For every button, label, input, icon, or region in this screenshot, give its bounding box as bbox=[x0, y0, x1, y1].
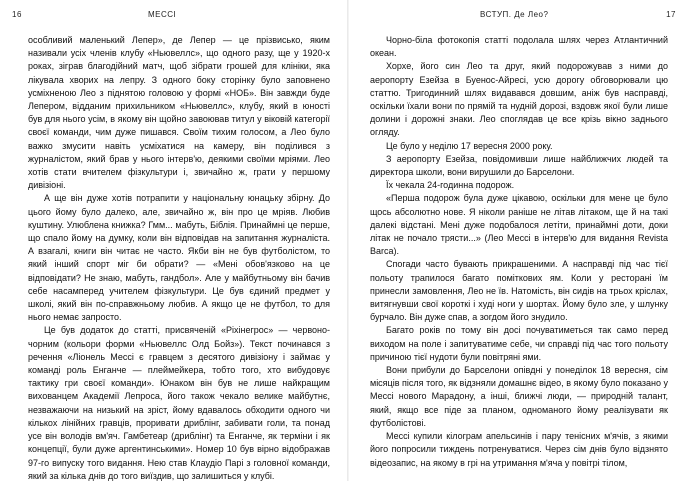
left-page-body bbox=[28, 34, 330, 483]
left-paragraph-3: Це був додаток до статті, присвяченій «Ріхінегрос» — червоно-чорним (кольори форми «Ньювеллс Олд Бойз»). Текст починався з речення «Ліонель Мессі є гравцем з десятого дивізіону і займає у команді роль Енганче — плеймейкера, тобто того, хто вибудовує тактику гри своєї команди». Юнаком він був не лише найкращим вихованцем Академії Лепроса, його також чекало велике майбутнє, незважаючи на низький на зріст, йому вдавалось обходити одного чи кількох лінійних гравців, проривати дриблінг, забивати голи, та понад усе він володів вм'яч. Гамбетеар (дриблінг) та Енганче, як терміни і як концепції, були дуже аргентинськими». Номер 10 був вірно відображав 97-го випуску того видання. Нею став Клаудіо Парі з головної команди, який за кілька днів до того виїздив, що залишиться у клубі. bbox=[28, 325, 330, 481]
right-page-body bbox=[370, 34, 668, 470]
right-paragraph-6: «Перша подорож була дуже цікавою, оскільки для мене це було щось абсолютно нове. Я ніколи раніше не літав літаком, ще й на такі далекі відстані. Мені дуже подобалося летіти, принаймні доти, доки літак не почало трясти...» (Лео Мессі в інтерв'ю для видання Revista Barca). bbox=[370, 193, 668, 257]
right-running-header bbox=[370, 10, 676, 34]
right-paragraph-9: Вони прибули до Барселони опівдні у понеділок 18 вересня, сім місяців після того, як відзняли домашнє відео, в якому було показано у Мессі нового Марадону, а інші, ближчі люди, — природній талант, який, якщо все піде за планом, одноманого йому реалізувати як футболістові. bbox=[370, 365, 668, 428]
right-running-head-title: ВСТУП. Де Лео? bbox=[480, 10, 549, 19]
right-paragraph-8: Багато років по тому він досі почуватиметься так само перед виходом на поле і запитуватиме себе, чи справді під час того польоту причиною тієї нудоти були повітряні ями. bbox=[370, 325, 668, 362]
right-paragraph-7: Спогади часто бувають прикрашеними. А насправді під час тієї польоту трапилося багато поміткових ям. Коли у ресторані їм принесли замовлення, Лео не їв. Натомість, він сидів на трьох кріслах, витягнувши свої короткі і худі ноги у шортах. Йому було зле, у шлунку бурчало. Він дуже спав, а зогдом його знудило. bbox=[370, 259, 668, 323]
left-page bbox=[0, 0, 348, 481]
right-paragraph-4: З аеропорту Езейза, повідомивши лише найближчих людей та директора школи, вони вирушили до Барселони. bbox=[370, 153, 668, 178]
right-paragraph-3: Це було у неділю 17 вересня 2000 року. bbox=[386, 140, 553, 151]
right-page-number: 17 bbox=[666, 10, 676, 19]
right-paragraph-2: Хорхе, його син Лео та друг, який подорожував з ними до аеропорту Езейза в Буенос-Айресі, усю дорогу обговорювали цю статтю. Тригодинний шлях видавався довшим, аніж був насправді, оскільки їхали вони по прямій та нудній дорозі, вздовж якої були лише долини і дорожні знаки. Лео споглядав це все крізь вікно заднього огляду. bbox=[370, 61, 668, 138]
right-paragraph-1: Чорно-біла фотокопія статті подолала шлях через Атлантичний океан. bbox=[370, 35, 668, 59]
left-running-head-title: МЕССІ bbox=[148, 10, 177, 19]
left-paragraph-2: А ще він дуже хотів потрапити у національну юнацьку збірну. До цього йому було далеко, але, звичайно ж, він про це мріяв. Любив куштину. Улюблена книжка? Гмм... мабуть, Біблія. Принаймні це перше, що спало йому на думку, коли він відповідав на запитання журналіста. А взагалі, книги він читає не часто. Якби він не був футболістом, то який інший спорт міг би обрати? — «Мені обов'язково на це відповідати? Не знаю, мабуть, гандбол». Але у майбутньому він бачив себе насамперед учителем фізкультури. Це був єдиний предмет у школі, який він по-справжньому любив. А якщо це не футбол, то для нього немає запросто. bbox=[28, 193, 330, 323]
right-paragraph-10: Мессі купили кілограм апельсинів і пару тенісних м'ячів, з якими його попросили тиждень потренуватися. Через сім днів було відзнято відеозапис, на якому в грі на утримання м'яча у повітрі тілом, bbox=[370, 431, 668, 468]
right-paragraph-5: Їх чекала 24-годинна подорож. bbox=[386, 180, 515, 191]
left-paragraph-1: особливий маленький Лепер», де Лепер — це прізвисько, яким називали усіх членів клубу «Ньювеллс», що одного разу, ще у 1920-х роках, зіграв благодійний матч, щоб зібрати грошей для клініки, яка лікувала хворих на лепру. З одного боку сторінку було заповнено усміхненою Лео з піднятою головою у формі «НОБ». Він завжди буде Лепером, відданим прихильником «Ньювеллс», клубу, який в юності був для нього усім, в якому він щойно завоював титул у віковій категорії своєї команди, чим дуже пишався. Своїм тихим голосом, а Лео було важко змусити навіть усміхатися на камеру, він поділився з журналістом, який брав у нього інтерв'ю, деякими своїми мріями. Лео хотів стати вчителем фізкультури і, звичайно ж, грати у першому дивізіоні. bbox=[28, 35, 330, 191]
left-page-number: 16 bbox=[12, 10, 22, 19]
left-running-header bbox=[12, 10, 330, 34]
right-page bbox=[348, 0, 696, 481]
